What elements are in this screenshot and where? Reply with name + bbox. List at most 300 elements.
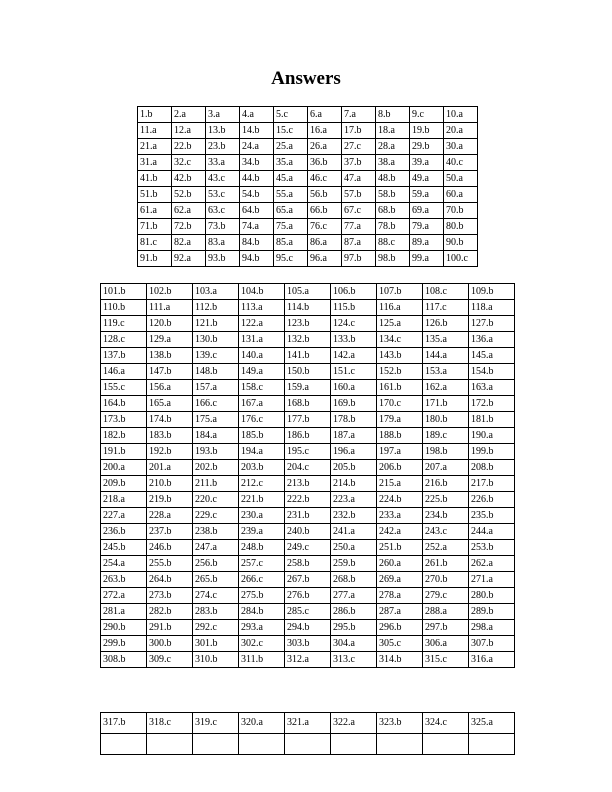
answer-cell: 112.b (193, 300, 239, 316)
answer-cell: 319.c (193, 713, 239, 734)
answer-cell: 227.a (101, 508, 147, 524)
answer-cell: 186.b (285, 428, 331, 444)
answer-cell: 281.a (101, 604, 147, 620)
answer-cell: 78.b (376, 219, 410, 235)
answer-cell: 95.c (274, 251, 308, 267)
answer-cell: 36.b (308, 155, 342, 171)
answer-cell: 1.b (138, 107, 172, 123)
answer-cell: 15.c (274, 123, 308, 139)
answer-cell: 52.b (172, 187, 206, 203)
answer-cell: 255.b (147, 556, 193, 572)
answer-cell: 24.a (240, 139, 274, 155)
answers-table-101-316 (100, 283, 515, 668)
answer-cell: 156.a (147, 380, 193, 396)
answer-cell: 74.a (240, 219, 274, 235)
answer-cell: 29.b (410, 139, 444, 155)
answer-cell: 148.b (193, 364, 239, 380)
answer-row (101, 396, 515, 412)
answer-cell: 159.a (285, 380, 331, 396)
answer-cell: 138.b (147, 348, 193, 364)
answer-cell: 13.b (206, 123, 240, 139)
answer-cell: 175.a (193, 412, 239, 428)
answer-cell: 306.a (423, 636, 469, 652)
answer-cell: 207.a (423, 460, 469, 476)
answer-cell: 231.b (285, 508, 331, 524)
answer-cell: 126.b (423, 316, 469, 332)
answer-cell (239, 734, 285, 755)
answer-cell: 257.c (239, 556, 285, 572)
answer-cell (469, 734, 515, 755)
answer-cell: 152.b (377, 364, 423, 380)
answer-cell: 206.b (377, 460, 423, 476)
answer-cell: 150.b (285, 364, 331, 380)
answer-row (101, 508, 515, 524)
answer-cell: 48.b (376, 171, 410, 187)
answer-cell: 23.b (206, 139, 240, 155)
answer-cell: 316.a (469, 652, 515, 668)
answer-cell: 98.b (376, 251, 410, 267)
answer-cell: 7.a (342, 107, 376, 123)
answer-cell: 116.a (377, 300, 423, 316)
answer-cell: 28.a (376, 139, 410, 155)
answer-cell: 42.b (172, 171, 206, 187)
answer-cell: 296.b (377, 620, 423, 636)
answer-cell: 143.b (377, 348, 423, 364)
answer-cell: 25.a (274, 139, 308, 155)
answer-cell: 88.c (376, 235, 410, 251)
answer-cell: 173.b (101, 412, 147, 428)
answer-cell: 217.b (469, 476, 515, 492)
answer-cell: 204.c (285, 460, 331, 476)
answer-cell: 266.c (239, 572, 285, 588)
answer-cell: 289.b (469, 604, 515, 620)
answer-cell: 209.b (101, 476, 147, 492)
answer-cell (193, 734, 239, 755)
answer-cell: 308.b (101, 652, 147, 668)
answer-cell: 203.b (239, 460, 285, 476)
answer-cell: 230.a (239, 508, 285, 524)
answer-cell: 147.b (147, 364, 193, 380)
answer-cell: 196.a (331, 444, 377, 460)
answer-cell: 121.b (193, 316, 239, 332)
answers-table-1-100 (137, 106, 478, 267)
answer-cell: 229.c (193, 508, 239, 524)
answer-cell: 201.a (147, 460, 193, 476)
answer-cell: 284.b (239, 604, 285, 620)
answer-cell: 68.b (376, 203, 410, 219)
answer-cell: 318.c (147, 713, 193, 734)
answer-cell: 270.b (423, 572, 469, 588)
answer-cell: 311.b (239, 652, 285, 668)
answer-cell: 320.a (239, 713, 285, 734)
answer-cell: 100.c (444, 251, 478, 267)
answer-cell: 57.b (342, 187, 376, 203)
answer-cell: 6.a (308, 107, 342, 123)
answer-cell: 65.a (274, 203, 308, 219)
answer-cell: 194.a (239, 444, 285, 460)
answer-cell: 59.a (410, 187, 444, 203)
answer-cell: 86.a (308, 235, 342, 251)
answer-cell: 55.a (274, 187, 308, 203)
answer-cell: 221.b (239, 492, 285, 508)
answer-cell: 208.b (469, 460, 515, 476)
answer-cell: 248.b (239, 540, 285, 556)
answer-cell: 258.b (285, 556, 331, 572)
answer-row (101, 713, 515, 734)
answer-cell: 236.b (101, 524, 147, 540)
answer-cell: 242.a (377, 524, 423, 540)
answer-cell: 134.c (377, 332, 423, 348)
answer-row (138, 139, 478, 155)
answer-row (101, 332, 515, 348)
answer-cell: 170.c (377, 396, 423, 412)
answer-cell: 17.b (342, 123, 376, 139)
answer-cell: 211.b (193, 476, 239, 492)
answer-cell: 261.b (423, 556, 469, 572)
answer-cell: 35.a (274, 155, 308, 171)
answer-cell: 292.c (193, 620, 239, 636)
answer-row (101, 476, 515, 492)
answer-row (101, 316, 515, 332)
answer-cell: 31.a (138, 155, 172, 171)
answer-cell: 140.a (239, 348, 285, 364)
answer-cell: 200.a (101, 460, 147, 476)
answer-cell: 125.a (377, 316, 423, 332)
answer-cell (423, 734, 469, 755)
answer-cell: 117.c (423, 300, 469, 316)
answer-cell: 234.b (423, 508, 469, 524)
answer-row (101, 734, 515, 755)
answer-cell: 324.c (423, 713, 469, 734)
answer-cell: 181.b (469, 412, 515, 428)
answer-cell: 179.a (377, 412, 423, 428)
answer-cell: 212.c (239, 476, 285, 492)
answer-cell: 232.b (331, 508, 377, 524)
answer-cell: 94.b (240, 251, 274, 267)
answer-cell: 275.b (239, 588, 285, 604)
answer-cell: 101.b (101, 284, 147, 300)
answer-cell: 191.b (101, 444, 147, 460)
answer-cell: 131.a (239, 332, 285, 348)
answer-cell: 263.b (101, 572, 147, 588)
answer-cell: 317.b (101, 713, 147, 734)
answer-cell: 158.c (239, 380, 285, 396)
answer-cell: 312.a (285, 652, 331, 668)
answer-cell: 282.b (147, 604, 193, 620)
answer-cell: 75.a (274, 219, 308, 235)
answer-cell: 99.a (410, 251, 444, 267)
answer-cell: 193.b (193, 444, 239, 460)
answer-cell: 246.b (147, 540, 193, 556)
answer-cell: 192.b (147, 444, 193, 460)
answers-table-1-100-body (138, 107, 478, 267)
answer-cell: 224.b (377, 492, 423, 508)
answer-cell: 253.b (469, 540, 515, 556)
answer-cell: 177.b (285, 412, 331, 428)
answer-cell: 67.c (342, 203, 376, 219)
answer-cell: 132.b (285, 332, 331, 348)
answer-row (101, 620, 515, 636)
answer-cell: 76.c (308, 219, 342, 235)
answer-cell: 63.c (206, 203, 240, 219)
answer-row (101, 604, 515, 620)
answer-cell: 123.b (285, 316, 331, 332)
answer-cell: 16.a (308, 123, 342, 139)
answer-cell: 285.c (285, 604, 331, 620)
answer-cell: 228.a (147, 508, 193, 524)
answer-cell: 189.c (423, 428, 469, 444)
answer-row (101, 524, 515, 540)
answer-cell: 64.b (240, 203, 274, 219)
answer-cell: 21.a (138, 139, 172, 155)
answer-cell: 220.c (193, 492, 239, 508)
answer-cell: 4.a (240, 107, 274, 123)
answer-cell: 226.b (469, 492, 515, 508)
answer-cell: 172.b (469, 396, 515, 412)
answer-cell: 80.b (444, 219, 478, 235)
answer-cell: 22.b (172, 139, 206, 155)
answer-cell: 168.b (285, 396, 331, 412)
answer-cell: 5.c (274, 107, 308, 123)
answer-cell: 81.c (138, 235, 172, 251)
answer-cell: 127.b (469, 316, 515, 332)
answer-cell: 26.a (308, 139, 342, 155)
answer-cell: 128.c (101, 332, 147, 348)
answer-cell: 66.b (308, 203, 342, 219)
answer-cell: 12.a (172, 123, 206, 139)
answer-cell: 115.b (331, 300, 377, 316)
answer-cell: 304.a (331, 636, 377, 652)
answer-row (138, 171, 478, 187)
answer-cell: 39.a (410, 155, 444, 171)
answer-row (138, 235, 478, 251)
answer-cell: 11.a (138, 123, 172, 139)
answer-cell: 219.b (147, 492, 193, 508)
answer-row (101, 572, 515, 588)
answer-cell: 244.a (469, 524, 515, 540)
answer-cell: 153.a (423, 364, 469, 380)
answer-cell: 262.a (469, 556, 515, 572)
answer-cell (285, 734, 331, 755)
answer-cell: 180.b (423, 412, 469, 428)
answer-row (138, 155, 478, 171)
answer-cell: 188.b (377, 428, 423, 444)
answer-cell: 9.c (410, 107, 444, 123)
answer-cell: 250.a (331, 540, 377, 556)
answer-cell: 268.b (331, 572, 377, 588)
answer-cell: 216.b (423, 476, 469, 492)
answer-cell: 85.a (274, 235, 308, 251)
answer-cell: 321.a (285, 713, 331, 734)
answer-row (101, 300, 515, 316)
answer-cell: 87.a (342, 235, 376, 251)
answer-cell: 69.a (410, 203, 444, 219)
answer-cell: 199.b (469, 444, 515, 460)
answer-cell: 223.a (331, 492, 377, 508)
answer-cell: 73.b (206, 219, 240, 235)
answer-cell: 113.a (239, 300, 285, 316)
answer-cell: 185.b (239, 428, 285, 444)
answer-cell: 71.b (138, 219, 172, 235)
answer-cell: 166.c (193, 396, 239, 412)
answer-row (101, 492, 515, 508)
answer-cell: 259.b (331, 556, 377, 572)
answer-cell: 167.a (239, 396, 285, 412)
answer-cell: 205.b (331, 460, 377, 476)
answer-cell: 151.c (331, 364, 377, 380)
answer-cell: 322.a (331, 713, 377, 734)
answer-cell: 235.b (469, 508, 515, 524)
answer-cell: 107.b (377, 284, 423, 300)
answer-row (138, 123, 478, 139)
answer-cell: 53.c (206, 187, 240, 203)
answer-cell: 272.a (101, 588, 147, 604)
answer-row (101, 636, 515, 652)
answer-cell: 108.c (423, 284, 469, 300)
answer-cell: 290.b (101, 620, 147, 636)
answer-cell: 197.a (377, 444, 423, 460)
answer-cell: 161.b (377, 380, 423, 396)
answers-table-317-325-body (101, 713, 515, 755)
answer-row (101, 588, 515, 604)
answer-cell: 133.b (331, 332, 377, 348)
answer-cell: 62.a (172, 203, 206, 219)
answer-cell: 137.b (101, 348, 147, 364)
answer-cell: 45.a (274, 171, 308, 187)
answer-cell: 210.b (147, 476, 193, 492)
answer-cell: 271.a (469, 572, 515, 588)
answer-cell: 124.c (331, 316, 377, 332)
answer-cell: 294.b (285, 620, 331, 636)
answer-cell: 111.a (147, 300, 193, 316)
answer-cell: 176.c (239, 412, 285, 428)
answer-row (138, 219, 478, 235)
answer-row (101, 540, 515, 556)
answer-cell: 278.a (377, 588, 423, 604)
answer-cell: 83.a (206, 235, 240, 251)
answer-cell: 307.b (469, 636, 515, 652)
answer-cell: 313.c (331, 652, 377, 668)
answer-cell: 293.a (239, 620, 285, 636)
answer-cell: 144.a (423, 348, 469, 364)
answer-cell: 214.b (331, 476, 377, 492)
answer-cell: 92.a (172, 251, 206, 267)
answer-cell: 70.b (444, 203, 478, 219)
answer-cell: 82.a (172, 235, 206, 251)
answer-cell: 280.b (469, 588, 515, 604)
answer-cell: 104.b (239, 284, 285, 300)
answer-cell: 299.b (101, 636, 147, 652)
answer-cell: 135.a (423, 332, 469, 348)
answer-cell: 33.a (206, 155, 240, 171)
answer-cell: 249.c (285, 540, 331, 556)
answer-cell: 72.b (172, 219, 206, 235)
answer-cell: 277.a (331, 588, 377, 604)
answer-cell: 202.b (193, 460, 239, 476)
answer-cell: 60.a (444, 187, 478, 203)
answer-cell: 27.c (342, 139, 376, 155)
answer-cell: 267.b (285, 572, 331, 588)
answer-row (101, 412, 515, 428)
answer-cell: 56.b (308, 187, 342, 203)
answer-cell: 49.a (410, 171, 444, 187)
answer-cell: 309.c (147, 652, 193, 668)
answer-cell: 105.a (285, 284, 331, 300)
answer-cell: 146.a (101, 364, 147, 380)
answer-cell: 252.a (423, 540, 469, 556)
answer-cell: 260.a (377, 556, 423, 572)
answer-cell: 286.b (331, 604, 377, 620)
answer-cell: 129.a (147, 332, 193, 348)
answer-cell: 283.b (193, 604, 239, 620)
answer-cell: 46.c (308, 171, 342, 187)
answer-cell: 118.a (469, 300, 515, 316)
answer-cell: 247.a (193, 540, 239, 556)
answer-cell: 91.b (138, 251, 172, 267)
answer-cell (147, 734, 193, 755)
answer-cell: 325.a (469, 713, 515, 734)
answer-cell: 264.b (147, 572, 193, 588)
answer-cell: 106.b (331, 284, 377, 300)
answers-table-317-325 (100, 712, 515, 755)
answer-cell: 139.c (193, 348, 239, 364)
answer-cell (331, 734, 377, 755)
answer-cell: 222.b (285, 492, 331, 508)
answer-cell: 218.a (101, 492, 147, 508)
answer-cell: 110.b (101, 300, 147, 316)
answer-cell: 297.b (423, 620, 469, 636)
answer-cell: 164.b (101, 396, 147, 412)
answer-cell: 305.c (377, 636, 423, 652)
answer-cell: 239.a (239, 524, 285, 540)
answer-cell: 102.b (147, 284, 193, 300)
answer-cell: 279.c (423, 588, 469, 604)
answer-cell: 291.b (147, 620, 193, 636)
answer-cell: 136.a (469, 332, 515, 348)
answer-cell: 114.b (285, 300, 331, 316)
answer-cell: 256.b (193, 556, 239, 572)
answer-cell: 174.b (147, 412, 193, 428)
answer-cell: 43.c (206, 171, 240, 187)
answer-cell: 298.a (469, 620, 515, 636)
answer-cell: 44.b (240, 171, 274, 187)
answer-cell: 77.a (342, 219, 376, 235)
answer-cell: 130.b (193, 332, 239, 348)
answer-cell: 142.a (331, 348, 377, 364)
answer-cell (377, 734, 423, 755)
answer-cell: 119.c (101, 316, 147, 332)
answer-cell: 269.a (377, 572, 423, 588)
answer-row (101, 460, 515, 476)
answer-cell: 315.c (423, 652, 469, 668)
answer-cell: 149.a (239, 364, 285, 380)
answer-cell: 303.b (285, 636, 331, 652)
answer-cell: 120.b (147, 316, 193, 332)
answer-cell: 183.b (147, 428, 193, 444)
answer-cell: 288.a (423, 604, 469, 620)
answer-cell: 240.b (285, 524, 331, 540)
answer-cell: 32.c (172, 155, 206, 171)
answer-cell: 122.a (239, 316, 285, 332)
answer-cell: 310.b (193, 652, 239, 668)
answer-cell: 93.b (206, 251, 240, 267)
answer-cell: 40.c (444, 155, 478, 171)
answer-cell: 10.a (444, 107, 478, 123)
answer-cell: 165.a (147, 396, 193, 412)
answer-cell: 314.b (377, 652, 423, 668)
answer-cell: 169.b (331, 396, 377, 412)
answer-row (101, 284, 515, 300)
